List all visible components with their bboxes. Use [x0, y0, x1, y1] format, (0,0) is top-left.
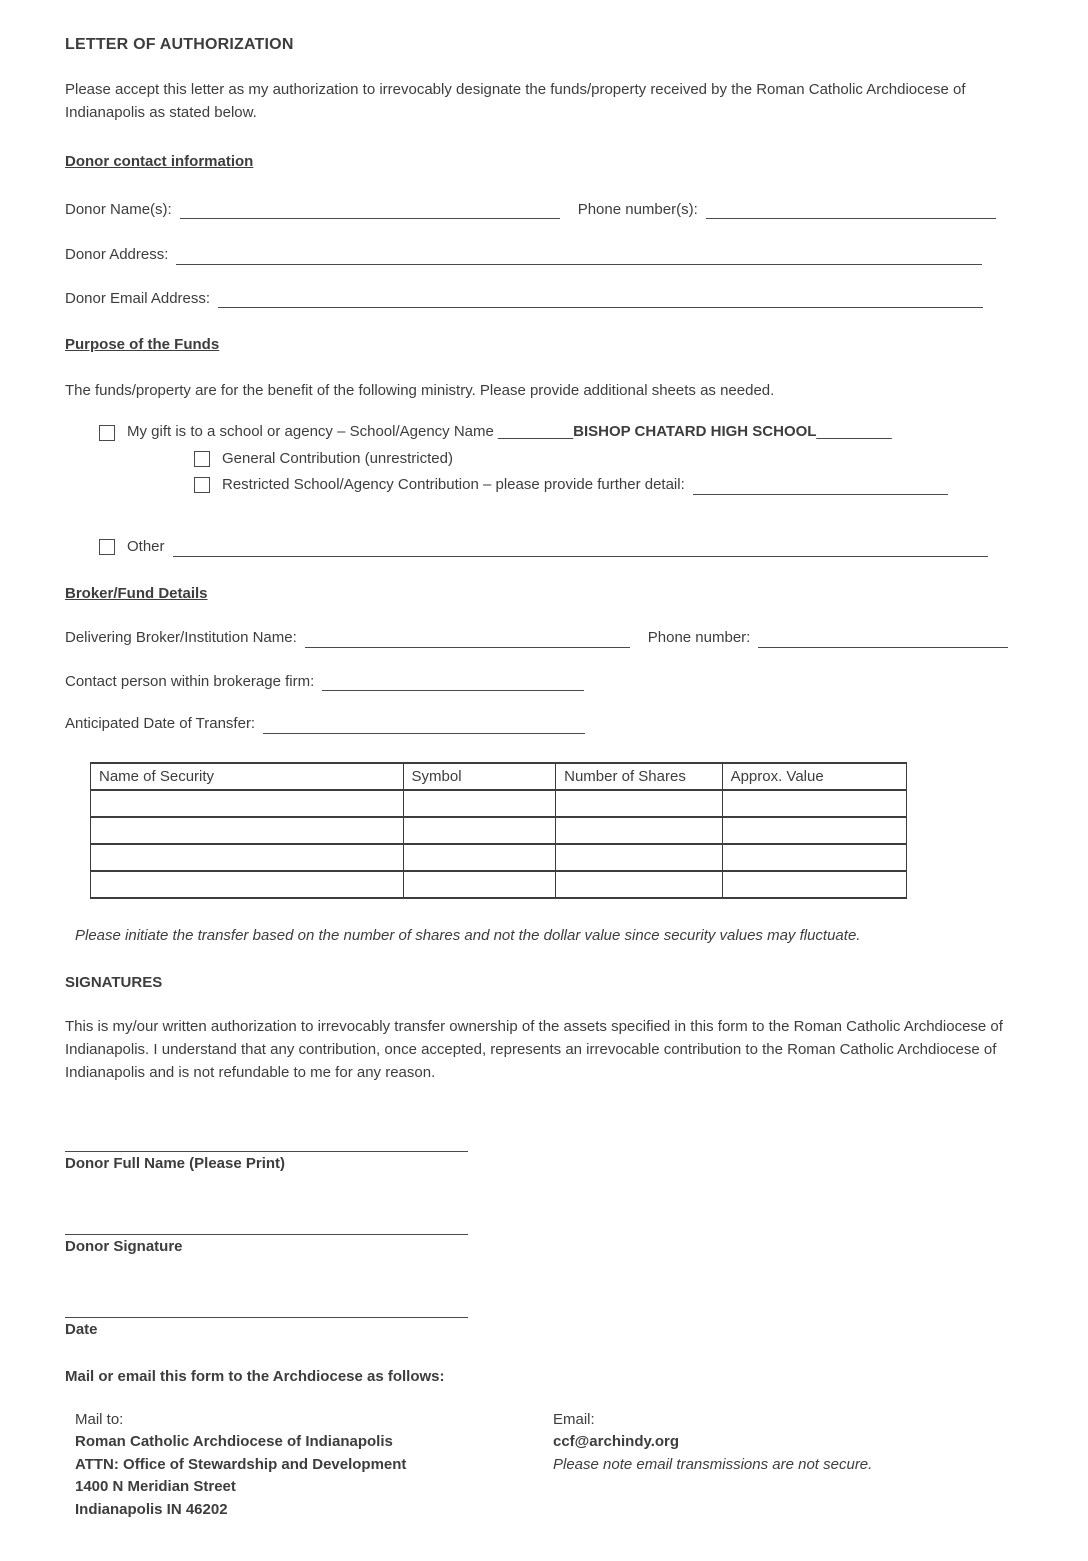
other-checkbox[interactable] — [99, 539, 115, 555]
mail-address-line: 1400 N Meridian Street — [75, 1478, 236, 1495]
transfer-date-label: Anticipated Date of Transfer: — [65, 715, 256, 733]
broker-name-label: Delivering Broker/Institution Name: — [65, 629, 297, 647]
email-block — [553, 1409, 1023, 1522]
column-header-approx-value: Approx. Value — [722, 763, 906, 790]
column-header-number-of-shares: Number of Shares — [556, 763, 722, 790]
security-name-cell[interactable] — [91, 871, 404, 898]
donor-full-name-label: Donor Full Name (Please Print) — [65, 1154, 286, 1172]
securities-table-header-row — [91, 763, 907, 790]
school-name-underscores-right: _________ — [816, 423, 892, 441]
general-contribution-row — [194, 449, 1023, 469]
donor-address-field[interactable] — [176, 249, 982, 265]
school-agency-checkbox[interactable] — [99, 425, 115, 441]
page-title: LETTER OF AUTHORIZATION — [65, 36, 294, 53]
submission-columns — [65, 1409, 1023, 1522]
school-name-underscores-left: _________ — [498, 423, 574, 441]
other-label: Other — [127, 538, 165, 555]
signatures-paragraph: This is my/our written authorization to irrevocably transfer ownership of the assets specified in this form to the Roman Catholic Archdiocese of Indianapolis. I understand that any contribution, once accepted, represents an irrevocable contribution to the Roman Catholic Archdiocese of Indianapolis and is not refundable to me for any reason. — [65, 1017, 1003, 1082]
broker-contact-row — [65, 672, 1023, 692]
restricted-contribution-label: Restricted School/Agency Contribution – please provide further detail: — [222, 475, 685, 493]
donor-address-label: Donor Address: — [65, 246, 169, 263]
shares-cell[interactable] — [556, 790, 722, 817]
table-row — [91, 871, 907, 898]
donor-signature-label: Donor Signature — [65, 1237, 183, 1255]
shares-cell[interactable] — [556, 871, 722, 898]
donor-email-field[interactable] — [218, 292, 983, 308]
symbol-cell[interactable] — [403, 817, 556, 844]
donor-full-name-line[interactable] — [65, 1133, 468, 1152]
donor-signature-block — [65, 1216, 1023, 1255]
intro-paragraph: Please accept this letter as my authorization to irrevocably designate the funds/property received by the Roman Catholic Archdiocese of Indianapolis as stated below. — [65, 81, 966, 122]
broker-phone-field[interactable] — [758, 632, 1008, 648]
table-row — [91, 844, 907, 871]
mail-address-line: ATTN: Office of Stewardship and Development — [75, 1455, 407, 1473]
date-label: Date — [65, 1320, 98, 1338]
general-contribution-label: General Contribution (unrestricted) — [222, 449, 453, 467]
donor-address-row — [65, 245, 1023, 265]
general-contribution-checkbox[interactable] — [194, 451, 210, 467]
broker-details-heading: Broker/Fund Details — [65, 585, 208, 603]
signatures-heading: SIGNATURES — [65, 973, 163, 991]
security-name-cell[interactable] — [91, 817, 404, 844]
transfer-note: Please initiate the transfer based on the number of shares and not the dollar value since security values may fluctuate. — [75, 926, 861, 944]
submission-instruction: Mail or email this form to the Archdiocese as follows: — [65, 1367, 445, 1385]
donor-phone-field[interactable] — [706, 203, 996, 219]
mail-to-label: Mail to: — [75, 1410, 124, 1428]
securities-table — [90, 762, 907, 899]
purpose-heading: Purpose of the Funds — [65, 336, 220, 353]
symbol-cell[interactable] — [403, 871, 556, 898]
symbol-cell[interactable] — [403, 844, 556, 871]
donor-contact-heading: Donor contact information — [65, 152, 254, 170]
restricted-contribution-checkbox[interactable] — [194, 477, 210, 493]
broker-contact-label: Contact person within brokerage firm: — [65, 672, 315, 690]
mail-to-block — [75, 1409, 553, 1522]
table-row — [91, 817, 907, 844]
symbol-cell[interactable] — [403, 790, 556, 817]
value-cell[interactable] — [722, 817, 906, 844]
broker-name-row — [65, 628, 1023, 648]
restricted-contribution-row — [194, 475, 1023, 495]
other-option-row — [99, 537, 1023, 557]
shares-cell[interactable] — [556, 844, 722, 871]
security-name-cell[interactable] — [91, 844, 404, 871]
school-agency-option-row — [99, 422, 1023, 442]
value-cell[interactable] — [722, 790, 906, 817]
donor-name-row — [65, 200, 1023, 220]
shares-cell[interactable] — [556, 817, 722, 844]
school-agency-label: My gift is to a school or agency – School/Agency Name — [127, 423, 494, 441]
other-detail-field[interactable] — [173, 541, 988, 557]
value-cell[interactable] — [722, 871, 906, 898]
mail-address-line: Roman Catholic Archdiocese of Indianapolis — [75, 1433, 393, 1450]
donor-email-row — [65, 289, 1023, 309]
date-line[interactable] — [65, 1299, 468, 1318]
donor-signature-line[interactable] — [65, 1216, 468, 1235]
email-address: ccf@archindy.org — [553, 1433, 680, 1450]
donor-email-label: Donor Email Address: — [65, 289, 211, 307]
restricted-detail-field[interactable] — [693, 479, 948, 495]
transfer-date-row — [65, 714, 1023, 734]
school-agency-option-text — [127, 422, 892, 442]
broker-name-field[interactable] — [305, 632, 630, 648]
email-label: Email: — [553, 1410, 595, 1428]
donor-name-field[interactable] — [180, 203, 560, 219]
value-cell[interactable] — [722, 844, 906, 871]
security-name-cell[interactable] — [91, 790, 404, 817]
donor-name-label: Donor Name(s): — [65, 200, 172, 218]
table-row — [91, 790, 907, 817]
purpose-intro: The funds/property are for the benefit of the following ministry. Please provide additional sheets as needed. — [65, 382, 775, 399]
mail-address-line: Indianapolis IN 46202 — [75, 1500, 228, 1518]
donor-phone-label: Phone number(s): — [577, 200, 698, 218]
email-security-note: Please note email transmissions are not secure. — [553, 1455, 873, 1473]
column-header-name-of-security: Name of Security — [91, 763, 404, 790]
school-agency-name-value: BISHOP CHATARD HIGH SCHOOL — [573, 423, 817, 441]
date-block — [65, 1299, 1023, 1338]
broker-contact-field[interactable] — [322, 675, 584, 691]
transfer-date-field[interactable] — [263, 718, 585, 734]
donor-full-name-block — [65, 1133, 1023, 1172]
broker-phone-label: Phone number: — [647, 629, 751, 647]
column-header-symbol: Symbol — [403, 763, 556, 790]
